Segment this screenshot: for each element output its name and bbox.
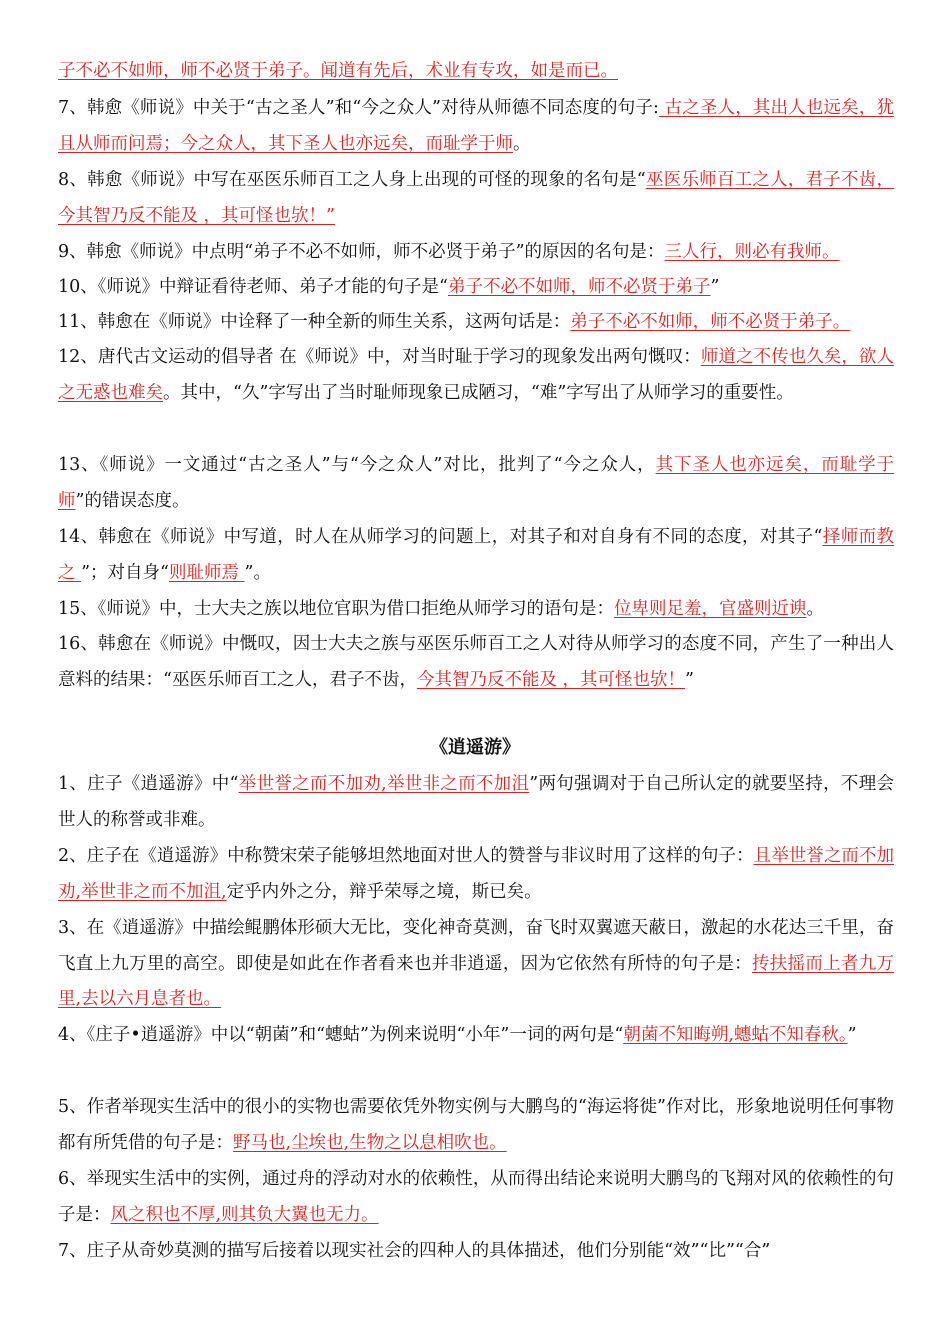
question-text: 13、《师说》一文通过“古之圣人”与“今之众人”对比，批判了“今之众人， [58,455,656,475]
item-shishuo-13 [58,448,894,519]
question-text: 11、韩愈在《师说》中诠释了一种全新的师生关系，这两句话是： [58,312,571,332]
answer-text: 今其智乃反不能及 ，其可怪也欤！ [416,669,686,690]
item-xiaoyaoyou-5 [58,1090,894,1161]
question-text: 4、《庄子•逍遥游》中以“朝菌”和“蟪蛄”为例来说明“小年”一词的两句是“ [58,1025,624,1045]
line-shishuo-0 [58,54,894,90]
question-text: 定乎内外之分，辩乎荣辱之境，斯已矣。 [226,881,542,902]
question-text: 8、韩愈《师说》中写在巫医乐师百工之人身上出现的可怪的现象的名句是“ [58,170,646,190]
item-xiaoyaoyou-4 [58,1018,894,1054]
item-shishuo-7 [58,91,894,162]
question-text: ” [685,669,694,690]
item-xiaoyaoyou-7 [58,1234,894,1270]
question-text: 。 [806,599,825,619]
answer-text: 风之积也不厚,则其负大翼也无力。 [110,1204,379,1225]
question-text: 16、韩愈在《师说》中慨叹，因士大夫之族与巫医乐师百工之人对待从师学习的态度不同，产生了一种出人意料的结果：“巫医乐师百工之人，君子不齿， [58,634,894,690]
question-text: 15、《师说》中，士大夫之族以地位官职为借口拒绝从师学习的语句是： [58,599,615,619]
question-text: 。其中，“久”字写出了当时耻师现象已成陋习，“难”字写出了从师学习的重要性。 [163,382,794,403]
item-xiaoyaoyou-3 [58,911,894,1018]
item-shishuo-12 [58,340,894,411]
answer-text: 位卑则足羞，官盛则近谀 [614,599,807,619]
answer-text: 巫医乐师百工之人，君子不齿，今其智乃反不能及 ，其可怪也欤！” [58,170,895,226]
answer-text: 抟扶摇而上者九万里,去以六月息者也。 [58,953,895,1009]
question-text: 。 [513,133,531,154]
answer-text: 师道之不传也久矣，欲人之无惑也难矣 [58,347,895,403]
question-text: 5、作者举现实生活中的很小的实物也需要依凭外物实例与大鹏鸟的“海运将徙”作对比，形象地说明任何事物都有所凭借的句子是： [58,1097,894,1153]
answer-text: 且举世誉之而不加劝,举世非之而不加沮, [58,846,894,902]
item-xiaoyaoyou-6 [58,1162,894,1233]
question-text: ”两句强调对于自己所认定的就要坚持，不理会世人的称誉或非难。 [58,774,894,830]
item-shishuo-10 [58,270,894,306]
answer-text: 弟子不必不如师，师不必贤于弟子。 [570,312,851,332]
answer-text: 三人行，则必有我师。 [664,242,840,262]
question-text: ”。 [244,562,271,583]
question-text: 10、《师说》中辩证看待老师、弟子才能的句子是“ [58,277,448,297]
question-text: ”；对自身“ [81,562,169,583]
question-text: 6、举现实生活中的实例，通过舟的浮动对水的依赖性，从而得出结论来说明大鹏鸟的飞翔对风的依赖性的句子是： [58,1169,894,1225]
answer-text: 择师而教之 [58,527,895,583]
answer-text: 弟子不必不如师，师不必贤于弟子 [447,277,711,297]
item-xiaoyaoyou-1 [58,767,894,838]
item-shishuo-15 [58,592,894,628]
item-shishuo-11 [58,305,894,341]
question-text: ” [847,1025,857,1045]
item-shishuo-16 [58,627,894,698]
section-title: 《逍遥游》 [430,737,520,758]
question-text: 7、庄子从奇妙莫测的描写后接着以现实社会的四种人的具体描述，他们分别能“效”“比”“合” [58,1241,771,1261]
question-text: 1、庄子《逍遥游》中“ [58,774,239,794]
answer-text: 则耻师焉 [168,562,245,583]
question-text: 9、韩愈《师说》中点明“弟子不必不如师，师不必贤于弟子”的原因的名句是： [58,242,665,262]
answer-text: 其下圣人也亦远矣，而耻学于师 [58,455,895,511]
answer-text: 野马也,尘埃也,生物之以息相吹也。 [233,1132,507,1153]
item-shishuo-8 [58,163,894,234]
question-text: ” [710,277,720,297]
item-shishuo-14 [58,520,894,591]
question-text: ”的错误态度。 [75,490,190,511]
question-text: 7、韩愈《师说》中关于“古之圣人”和“今之众人”对待从师德不同态度的句子: [58,98,659,118]
answer-text: 古之圣人，其出人也远矣，犹且从师而问焉；今之众人，其下圣人也亦远矣，而耻学于师 [58,98,894,154]
answer-text: 子不必不如师，师不必贤于弟子。闻道有先后，术业有专攻，如是而已。 [58,61,618,81]
answer-text: 朝菌不知晦朔,蟪蛄不知春秋。 [623,1025,848,1045]
answer-text: 举世誉之而不加劝,举世非之而不加沮 [238,774,530,794]
question-text: 12、唐代古文运动的倡导者 在《师说》中，对当时耻于学习的现象发出两句慨叹： [58,347,701,367]
item-xiaoyaoyou-2 [58,839,894,910]
question-text: 2、庄子在《逍遥游》中称赞宋荣子能够坦然地面对世人的赞誉与非议时用了这样的句子： [58,846,754,866]
question-text: 3、在《逍遥游》中描绘鲲鹏体形硕大无比，变化神奇莫测，奋飞时双翼遮天蔽日，激起的水花达三千里，奋飞直上九万里的高空。即使是如此在作者看来也并非逍遥，因为它依然有所恃的句子是： [58,918,894,974]
item-shishuo-9 [58,235,894,271]
question-text: 14、韩愈在《师说》中写道，时人在从师学习的问题上，对其子和对自身有不同的态度，对其子“ [58,527,823,547]
